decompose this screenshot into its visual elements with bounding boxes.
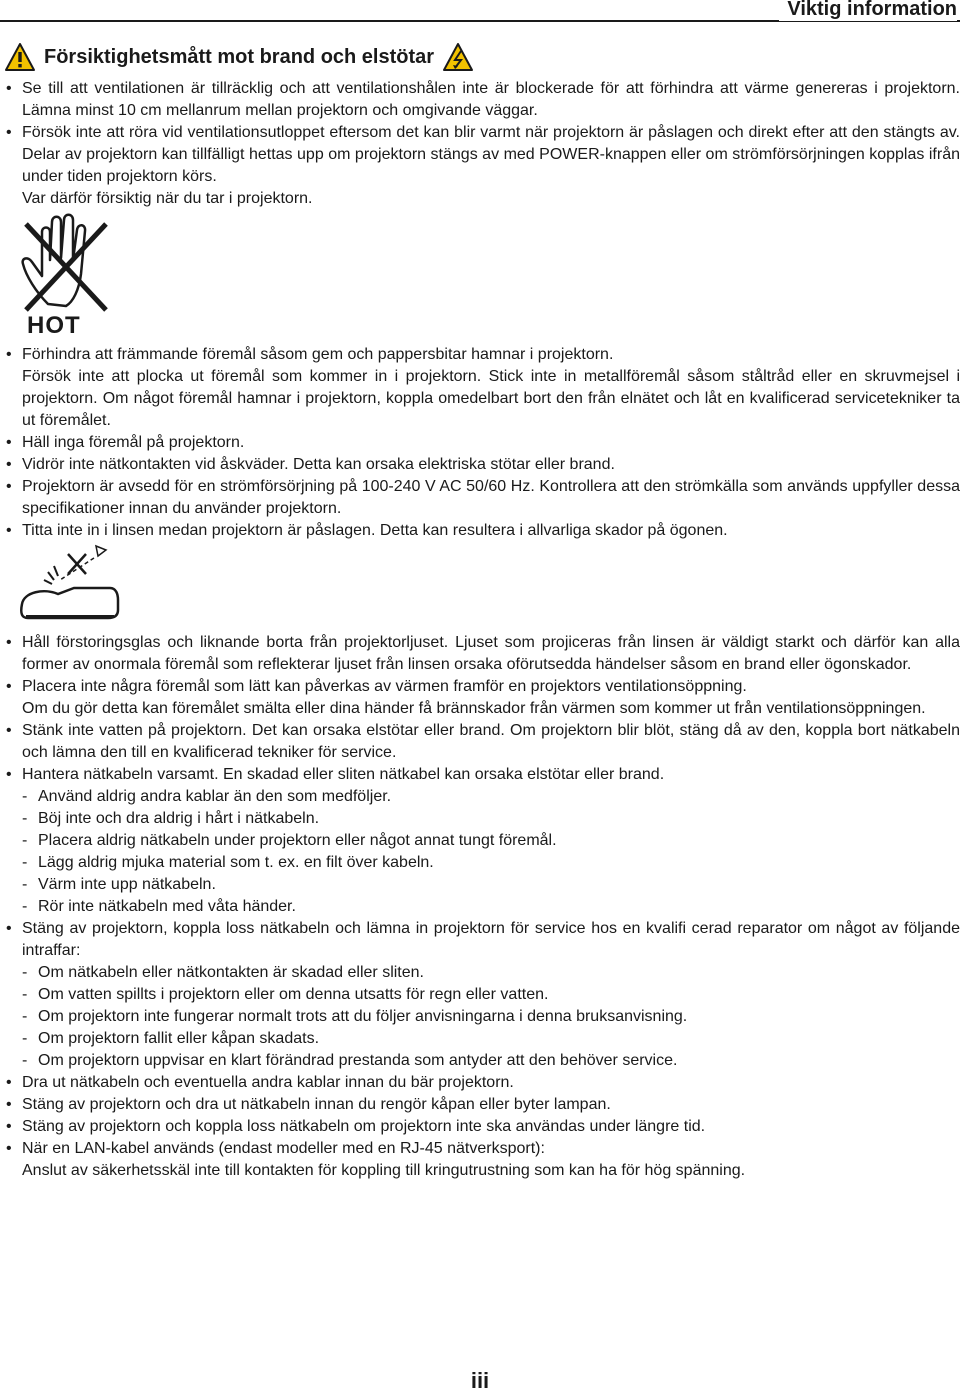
dash-text: Använd aldrig andra kablar än den som medföljer.	[38, 788, 392, 805]
dash-text: Om nätkabeln eller nätkontakten är skadad eller sliten.	[38, 964, 424, 981]
dash-marker: -	[22, 1030, 28, 1047]
bullet-marker: •	[6, 522, 12, 539]
dash-marker: -	[22, 898, 28, 915]
bullet-marker: •	[6, 346, 12, 363]
bullet-text: Förhindra att främmande föremål såsom gem och pappersbitar hamnar i projektorn.	[22, 346, 614, 363]
bullet-marker: •	[6, 766, 12, 783]
section-title: Försiktighetsmått mot brand och elstötar	[44, 45, 435, 68]
bullet-text: Se till att ventilationen är tillräcklig och att ventilationshålen inte är blockerade för att förhindra att värme genereras i projektorn. Lämna minst 10 cm mellanrum mellan projektorn och omgivande väggar.	[22, 80, 960, 119]
bullet-text: När en LAN-kabel används (endast modeller med en RJ-45 nätverksport):	[22, 1140, 545, 1157]
bullet-continuation: Om du gör detta kan föremålet smälta eller dina händer få brännskador från värmen som kommer ut från ventilationsöppningen.	[22, 700, 926, 717]
bullet-item	[0, 632, 960, 676]
dash-marker: -	[22, 832, 28, 849]
bullet-text: Dra ut nätkabeln och eventuella andra kablar innan du bär projektorn.	[22, 1074, 514, 1091]
bullet-marker: •	[6, 722, 12, 739]
bullet-item	[0, 1094, 960, 1116]
dash-text: Värm inte upp nätkabeln.	[38, 876, 216, 893]
bullet-marker: •	[6, 478, 12, 495]
dash-item	[0, 1006, 960, 1028]
bullet-marker: •	[6, 124, 12, 141]
bullet-marker: •	[6, 434, 12, 451]
dash-item	[0, 852, 960, 874]
bullet-marker: •	[6, 1096, 12, 1113]
bullet-item	[0, 1138, 960, 1160]
bullet-marker: •	[6, 80, 12, 97]
bullet-item	[0, 344, 960, 366]
bullet-text: Stänk inte vatten på projektorn. Det kan orsaka elstötar eller brand. Om projektorn blir blöt, stäng då av den, koppla bort nätkabeln och lämna den till en kvalificerad tekniker för service.	[22, 722, 960, 761]
bullet-text: Stäng av projektorn och dra ut nätkabeln innan du rengör kåpan eller byter lampan.	[22, 1096, 611, 1113]
bullet-marker: •	[6, 1140, 12, 1157]
bullet-marker: •	[6, 634, 12, 651]
bullet-marker: •	[6, 456, 12, 473]
dash-text: Rör inte nätkabeln med våta händer.	[38, 898, 296, 915]
bullet-marker: •	[6, 678, 12, 695]
dash-item	[0, 962, 960, 984]
dash-item	[0, 984, 960, 1006]
bullet-text: Stäng av projektorn, koppla loss nätkabeln och lämna in projektorn för service hos en kvalifi cerad reparator om något av följande intraffar:	[22, 920, 960, 959]
bullet-text: Häll inga föremål på projektorn.	[22, 434, 245, 451]
dash-marker: -	[22, 810, 28, 827]
bullet-item	[0, 720, 960, 764]
warning-triangle-icon	[4, 42, 36, 72]
bullet-text: Hantera nätkabeln varsamt. En skadad eller sliten nätkabel kan orsaka elstötar eller brand.	[22, 766, 665, 783]
dash-text: Om projektorn uppvisar en klart förändrad prestanda som antyder att den behöver service.	[38, 1052, 678, 1069]
dash-text: Om projektorn fallit eller kåpan skadats.	[38, 1030, 320, 1047]
bullet-item	[0, 122, 960, 188]
bullet-item	[0, 432, 960, 454]
bullet-item	[0, 476, 960, 520]
dash-item	[0, 830, 960, 852]
lightning-warning-icon	[442, 42, 474, 72]
bullet-marker: •	[6, 1074, 12, 1091]
dash-item	[0, 786, 960, 808]
warning-list-1	[0, 78, 960, 210]
dash-item	[0, 1028, 960, 1050]
bullet-text: Stäng av projektorn och koppla loss nätkabeln om projektorn inte ska användas under längre tid.	[22, 1118, 706, 1135]
bullet-text: Håll förstoringsglas och liknande borta från projektorljuset. Ljuset som projiceras från linsen är väldigt starkt och därför kan alla former av onormala föremål som reflekterar ljuset från linsen orsaka oförutsedda händelser såsom en brand eller ögonskador.	[22, 634, 960, 673]
bullet-text: Placera inte några föremål som lätt kan påverkas av värmen framför en projektors ventilationsöppning.	[22, 678, 747, 695]
no-touch-hand-icon	[18, 212, 128, 312]
dash-marker: -	[22, 964, 28, 981]
dash-marker: -	[22, 788, 28, 805]
bullet-item	[0, 520, 960, 542]
bullet-text: Vidrör inte nätkontakten vid åskväder. Detta kan orsaka elektriska stötar eller brand.	[22, 456, 615, 473]
bullet-continuation: Anslut av säkerhetsskäl inte till kontakten för koppling till kringutrustning som kan ha för hög spänning.	[22, 1162, 746, 1179]
dash-marker: -	[22, 854, 28, 871]
dash-item	[0, 1050, 960, 1072]
dash-text: Lägg aldrig mjuka material som t. ex. en filt över kabeln.	[38, 854, 434, 871]
bullet-item	[0, 454, 960, 476]
bullet-text: Försök inte att röra vid ventilationsutloppet eftersom det kan blir varmt när projektorn är påslagen och direkt efter att den stängts av. Delar av projektorn kan tillfälligt hettas upp om projektorn stängs av med POWER-knappen eller om strömförsörjningen kopplas ifrån under tiden projektorn körs.	[22, 124, 960, 185]
dash-item	[0, 896, 960, 918]
header-bar	[0, 0, 960, 22]
warning-list-3	[0, 632, 960, 1182]
bullet-marker: •	[6, 1118, 12, 1135]
dash-item	[0, 874, 960, 896]
lens-warning-illustration	[14, 544, 126, 628]
bullet-item	[0, 676, 960, 698]
dash-text: Om projektorn inte fungerar normalt trots att du följer anvisningarna i denna bruksanvisning.	[38, 1008, 688, 1025]
dash-marker: -	[22, 1008, 28, 1025]
bullet-item	[0, 1116, 960, 1138]
warning-list-2	[0, 344, 960, 542]
dash-text: Om vatten spillts i projektorn eller om denna utsatts för regn eller vatten.	[38, 986, 549, 1003]
bullet-text: Projektorn är avsedd för en strömförsörjning på 100-240 V AC 50/60 Hz. Kontrollera att den strömkälla som används uppfyller dessa specifikationer innan du använder projektorn.	[22, 478, 960, 517]
hot-label: HOT	[27, 312, 81, 339]
dash-marker: -	[22, 1052, 28, 1069]
dash-text: Placera aldrig nätkabeln under projektorn eller något annat tungt föremål.	[38, 832, 557, 849]
dash-text: Böj inte och dra aldrig i hårt i nätkabeln.	[38, 810, 320, 827]
bullet-item	[0, 764, 960, 786]
bullet-text: Titta inte in i linsen medan projektorn är påslagen. Detta kan resultera i allvarliga skador på ögonen.	[22, 522, 728, 539]
bullet-item	[0, 78, 960, 122]
dash-marker: -	[22, 986, 28, 1003]
bullet-continuation: Var därför försiktig när du tar i projektorn.	[22, 190, 313, 207]
bullet-item	[0, 918, 960, 962]
dash-marker: -	[22, 876, 28, 893]
bullet-continuation: Försök inte att plocka ut föremål som kommer in i projektorn. Stick inte in metallföremål såsom ståltråd eller en skruvmejsel i projektorn. Om något föremål hamnar i projektorn, koppla omedelbart bort den från elnätet och låt en kvalificerad servicetekniker ta ut föremålet.	[22, 368, 960, 429]
section-heading	[4, 42, 474, 72]
page-number: iii	[470, 1368, 490, 1393]
dash-item	[0, 808, 960, 830]
page-header-title: Viktig information	[779, 0, 957, 21]
bullet-item	[0, 1072, 960, 1094]
bullet-marker: •	[6, 920, 12, 937]
do-not-look-into-lens-icon	[14, 544, 126, 628]
